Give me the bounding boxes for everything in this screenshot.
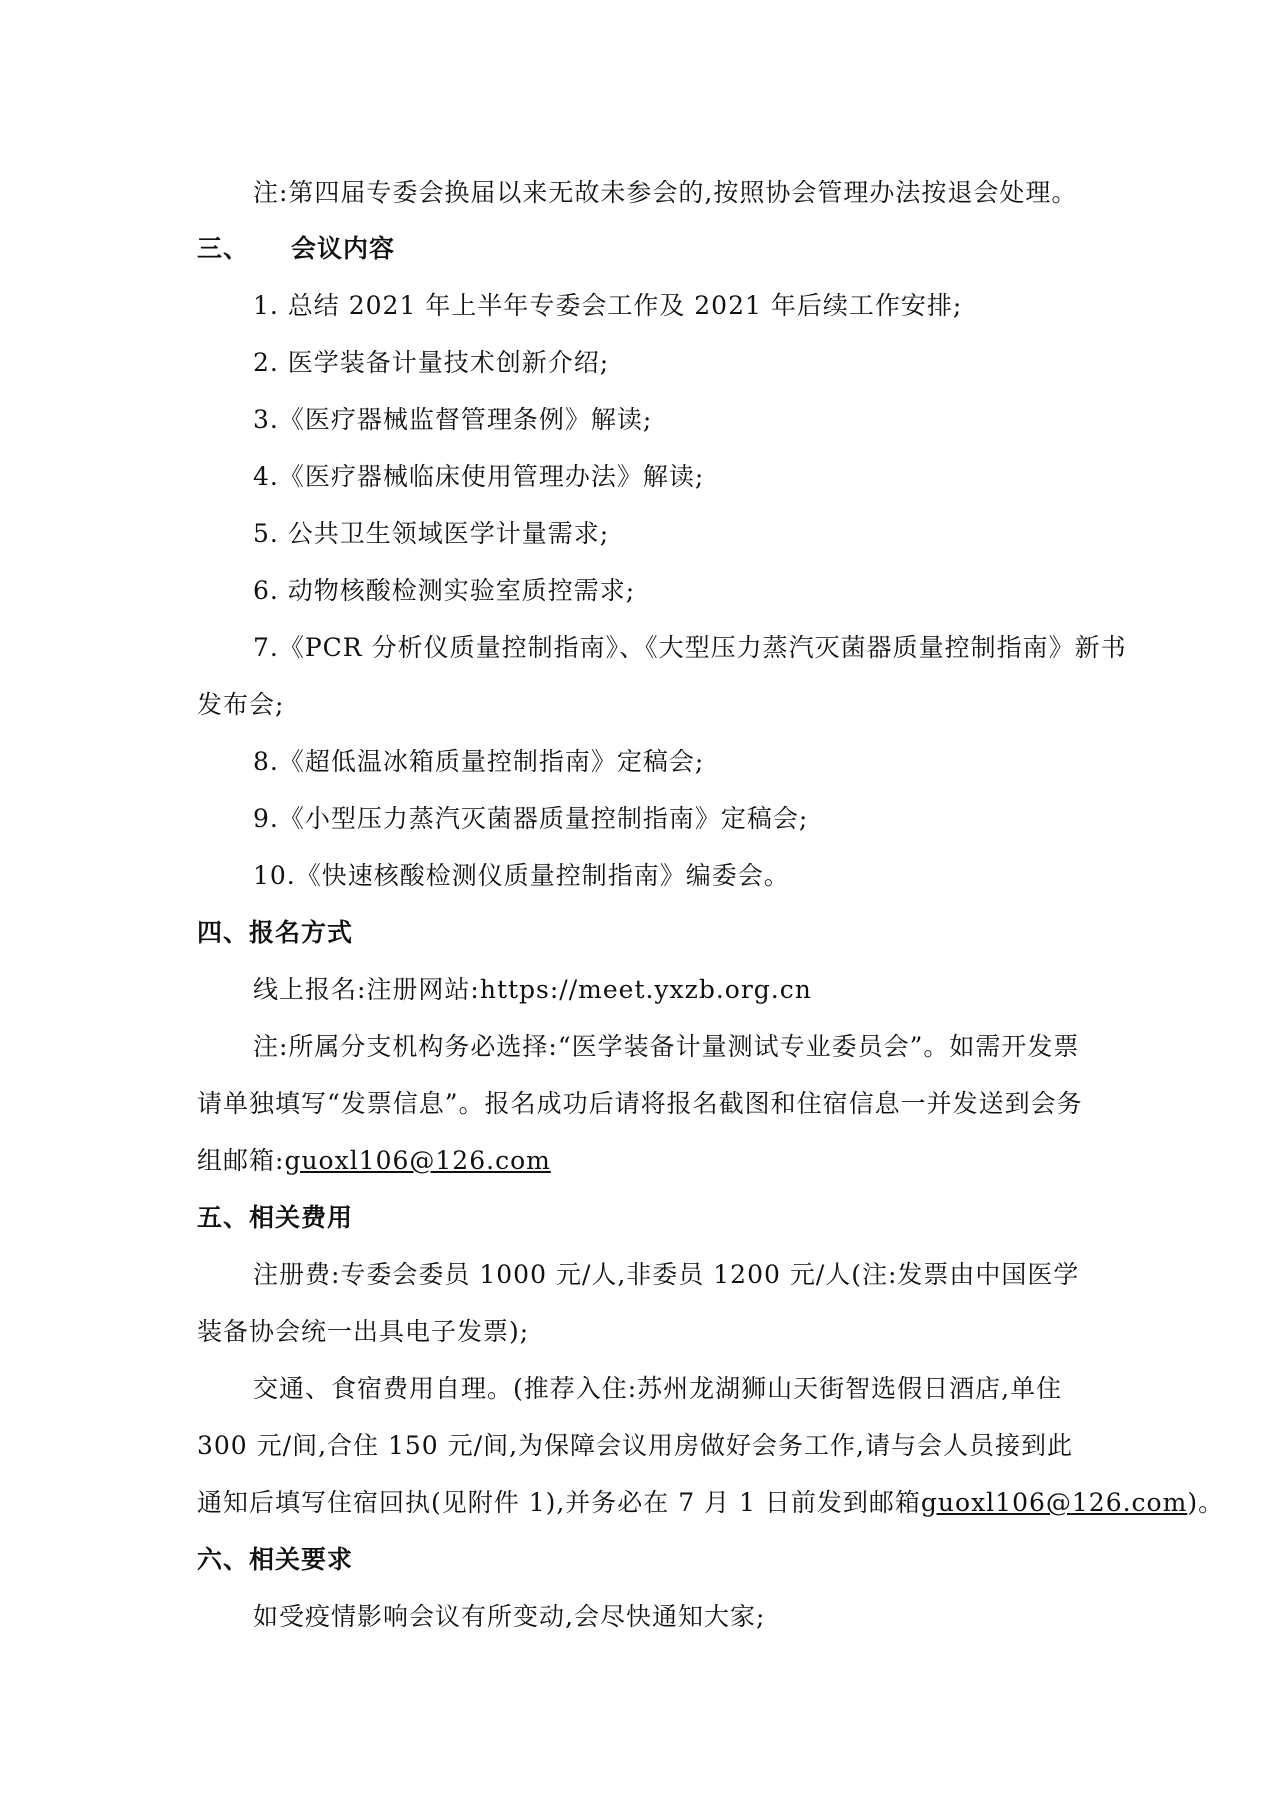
lodging-line-1: 交通、食宿费用自理。(推荐入住:苏州龙湖狮山天街智选假日酒店,单住 xyxy=(253,1374,1063,1403)
section-3-number: 三、 xyxy=(197,234,250,263)
agenda-item-6: 6. 动物核酸检测实验室质控需求; xyxy=(253,576,636,605)
agenda-item-9: 9.《小型压力蒸汽灭菌器质量控制指南》定稿会; xyxy=(253,804,809,833)
agenda-item-10: 10.《快速核酸检测仪质量控制指南》编委会。 xyxy=(253,861,790,890)
agenda-item-5: 5. 公共卫生领域医学计量需求; xyxy=(253,519,610,548)
note-retirement: 注:第四届专委会换届以来无故未参会的,按照协会管理办法按退会处理。 xyxy=(253,178,1078,207)
fee-line-2: 装备协会统一出具电子发票); xyxy=(197,1317,530,1346)
agenda-item-4: 4.《医疗器械临床使用管理办法》解读; xyxy=(253,462,705,491)
lodging-line-3-text: 通知后填写住宿回执(见附件 1),并务必在 7 月 1 日前发到邮箱 xyxy=(197,1488,921,1517)
registration-note-3 xyxy=(197,1144,551,1178)
agenda-item-3: 3.《医疗器械监督管理条例》解读; xyxy=(253,405,653,434)
fee-line-1: 注册费:专委会委员 1000 元/人,非委员 1200 元/人(注:发票由中国医学 xyxy=(253,1260,1080,1289)
lodging-email-link[interactable]: guoxl106@126.com xyxy=(920,1488,1188,1517)
section-6-heading: 六、相关要求 xyxy=(197,1545,354,1574)
agenda-item-2: 2. 医学装备计量技术创新介绍; xyxy=(253,348,610,377)
lodging-line-3 xyxy=(197,1486,1224,1520)
agenda-item-1: 1. 总结 2021 年上半年专委会工作及 2021 年后续工作安排; xyxy=(253,291,963,320)
section-3-heading xyxy=(197,232,395,266)
lodging-line-2: 300 元/间,合住 150 元/间,为保障会议用房做好会务工作,请与会人员接到此 xyxy=(197,1431,1073,1460)
section-4-heading: 四、报名方式 xyxy=(197,918,354,947)
lodging-line-3-end: )。 xyxy=(1187,1488,1225,1517)
registration-note-1: 注:所属分支机构务必选择:“医学装备计量测试专业委员会”。如需开发票 xyxy=(253,1032,1080,1061)
registration-email-link[interactable]: guoxl106@126.com xyxy=(284,1146,551,1175)
agenda-item-8: 8.《超低温冰箱质量控制指南》定稿会; xyxy=(253,747,705,776)
agenda-item-7-cont: 发布会; xyxy=(197,690,285,719)
requirement-line-1: 如受疫情影响会议有所变动,会尽快通知大家; xyxy=(253,1602,766,1631)
agenda-item-7: 7.《PCR 分析仪质量控制指南》、《大型压力蒸汽灭菌器质量控制指南》新书 xyxy=(253,633,1127,662)
registration-email-label: 组邮箱: xyxy=(197,1146,285,1175)
section-3-title: 会议内容 xyxy=(291,234,396,263)
section-5-heading: 五、相关费用 xyxy=(197,1203,354,1232)
registration-note-2: 请单独填写“发票信息”。报名成功后请将报名截图和住宿信息一并发送到会务 xyxy=(197,1089,1083,1118)
online-registration: 线上报名:注册网站:https://meet.yxzb.org.cn xyxy=(253,975,812,1004)
